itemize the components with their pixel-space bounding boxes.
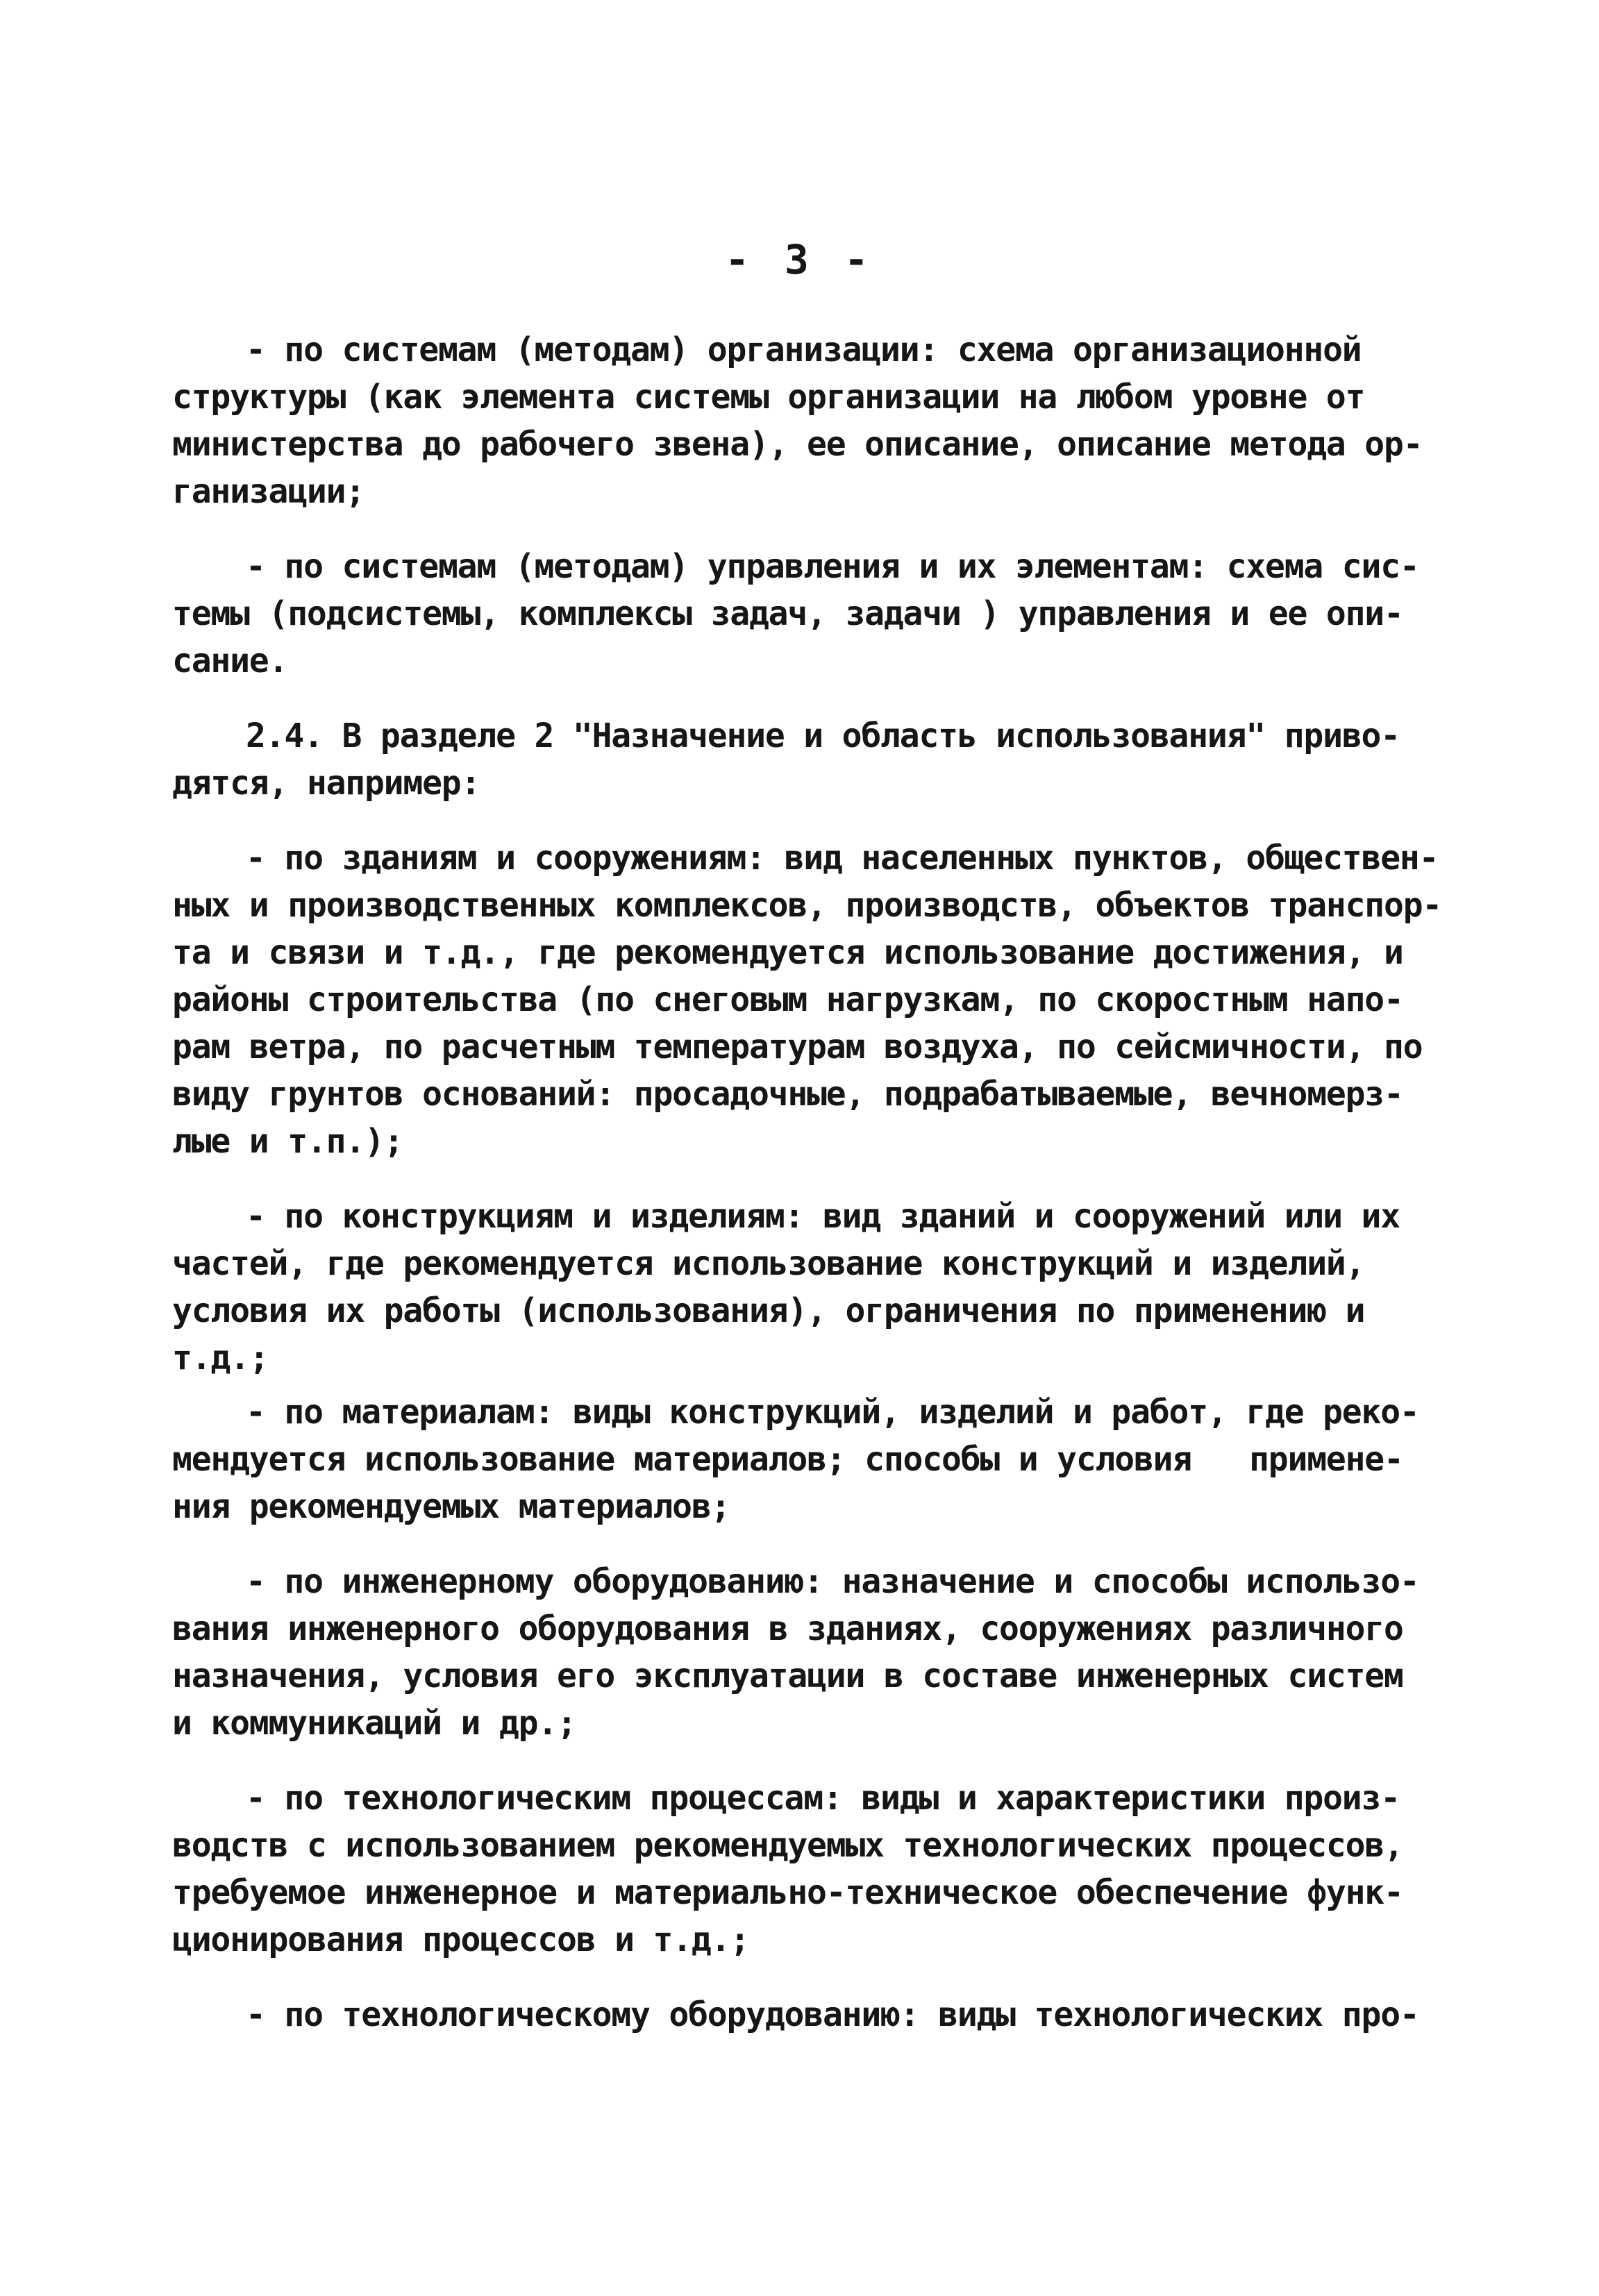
text-line: назначения, условия его эксплуатации в составе инженерных систем: [172, 1657, 1403, 1695]
text-line: требуемое инженерное и материально-техническое обеспечение функ-: [172, 1873, 1403, 1912]
text-line: ционирования процессов и т.д.;: [172, 1920, 749, 1959]
paragraph-buildings: [172, 835, 1442, 1165]
text-line: лые и т.п.);: [172, 1122, 403, 1161]
text-line: и коммуникаций и др.;: [172, 1704, 576, 1743]
text-line: рам ветра, по расчетным температурам воздуха, по сейсмичности, по: [172, 1028, 1423, 1066]
page-number: - 3 -: [725, 236, 874, 283]
text-line: 2.4. В разделе 2 "Назначение и область использования" приво-: [246, 717, 1400, 755]
text-line: министерства до рабочего звена), ее описание, описание метода ор-: [172, 425, 1423, 464]
text-line: виду грунтов оснований: просадочные, подрабатываемые, вечномерз-: [172, 1075, 1403, 1114]
text-line: вания инженерного оборудования в зданиях, сооружениях различного: [172, 1609, 1403, 1648]
paragraph-organization-systems: [172, 326, 1429, 515]
text-line: ганизации;: [172, 472, 365, 511]
text-line: дятся, например:: [172, 764, 480, 803]
paragraph-technological-processes: [172, 1775, 1429, 1963]
text-line: - по материалам: виды конструкций, изделий и работ, где реко-: [246, 1393, 1419, 1432]
text-line: - по инженерному оборудованию: назначение и способы использо-: [246, 1562, 1419, 1601]
text-line: та и связи и т.д., где рекомендуется использование достижения, и: [172, 933, 1403, 972]
text-line: - по зданиям и сооружениям: вид населенных пунктов, обществен-: [246, 839, 1439, 878]
text-line: - по технологическому оборудованию: виды технологических про-: [246, 1995, 1419, 2034]
text-line: районы строительства (по снеговым нагрузкам, по скоростным напо-: [172, 980, 1403, 1019]
paragraph-constructions: [172, 1193, 1429, 1382]
text-line: сание.: [172, 642, 288, 680]
paragraph-section-2-4: [172, 712, 1429, 807]
paragraph-materials: [172, 1389, 1429, 1530]
text-line: - по технологическим процессам: виды и характеристики произ-: [246, 1779, 1400, 1818]
paragraph-technological-equipment: [172, 1991, 1429, 2038]
text-line: мендуется использование материалов; способы и условия примене-: [172, 1440, 1403, 1479]
paragraph-management-systems: [172, 543, 1429, 685]
text-line: условия их работы (использования), ограничения по применению и: [172, 1291, 1365, 1330]
text-line: т.д.;: [172, 1339, 269, 1377]
text-line: ния рекомендуемых материалов;: [172, 1487, 730, 1526]
text-line: частей, где рекомендуется использование конструкций и изделий,: [172, 1244, 1365, 1283]
body-text: [172, 326, 1442, 2066]
paragraph-engineering-equipment: [172, 1558, 1429, 1747]
text-line: водств с использованием рекомендуемых технологических процессов,: [172, 1826, 1403, 1865]
text-line: структуры (как элемента системы организации на любом уровне от: [172, 378, 1365, 417]
text-line: - по системам (методам) управления и их элементам: схема сис-: [246, 547, 1419, 586]
text-line: - по конструкциям и изделиям: вид зданий и сооружений или их: [246, 1197, 1400, 1236]
text-line: ных и производственных комплексов, производств, объектов транспор-: [172, 886, 1442, 925]
text-line: - по системам (методам) организации: схема организационной: [246, 330, 1362, 369]
text-line: темы (подсистемы, комплексы задач, задачи ) управления и ее опи-: [172, 594, 1403, 633]
